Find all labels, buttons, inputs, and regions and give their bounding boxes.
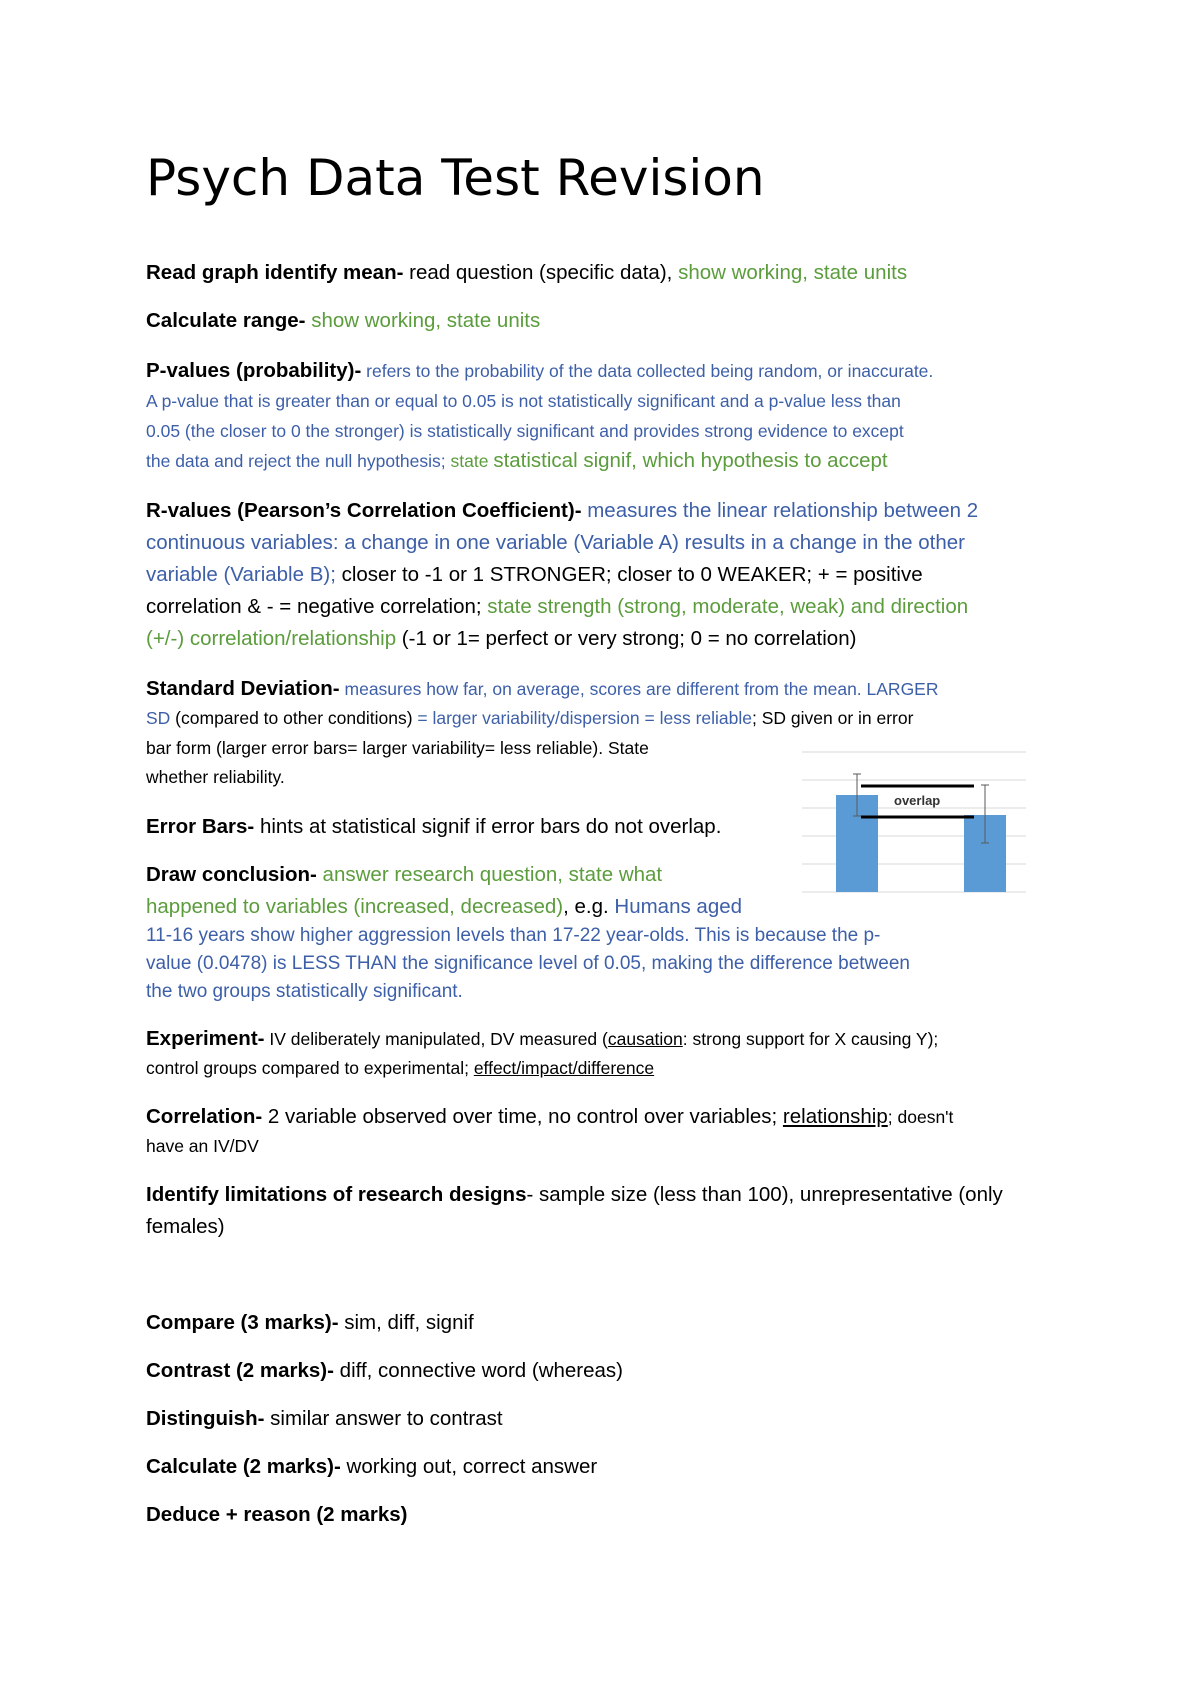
heading-compare: Compare (3 marks)-	[146, 1311, 339, 1334]
limitations-line-2: females)	[146, 1215, 225, 1238]
figure-overlap-label: overlap	[894, 793, 941, 808]
experiment-line-1-b: : strong support for X causing Y);	[682, 1029, 939, 1049]
experiment-line-2-text: control groups compared to experimental;	[146, 1058, 474, 1078]
error-bars-figure	[802, 750, 1026, 900]
r-values-line-4-green: state strength (strong, moderate, weak) and direction	[487, 595, 969, 618]
section-r-values	[146, 496, 978, 526]
error-bars-text: hints at statistical signif if error bars do not overlap.	[254, 815, 722, 838]
p-values-line-4	[146, 447, 888, 475]
r-values-line-3-text: closer to -1 or 1 STRONGER; closer to 0 WEAKER; + = positive	[335, 563, 923, 586]
section-distinguish	[146, 1404, 503, 1434]
experiment-line-2-underline: effect/impact/difference	[473, 1058, 655, 1078]
section-experiment	[146, 1024, 938, 1054]
section-calculate	[146, 1452, 597, 1482]
conclusion-line-2-green: happened to variables (increased, decreased)	[146, 895, 564, 918]
sd-line-2-text-a: (compared to other conditions)	[170, 708, 418, 728]
calculate-text: working out, correct answer	[340, 1455, 598, 1478]
heading-experiment: Experiment-	[146, 1027, 265, 1050]
p-values-line-1: refers to the probability of the data collected being random, or inaccurate.	[361, 361, 934, 381]
sd-line-3: bar form (larger error bars= larger variability= less reliable). State	[146, 738, 649, 758]
correlation-line-1-a: 2 variable observed over time, no control over variables;	[262, 1105, 783, 1128]
r-values-line-1: measures the linear relationship between 2	[581, 499, 979, 522]
heading-draw-conclusion: Draw conclusion-	[146, 863, 317, 886]
section-standard-deviation	[146, 674, 939, 704]
section-limitations	[146, 1180, 1003, 1210]
p-values-line-4-green-b: statistical signif, which hypothesis	[493, 449, 799, 472]
compare-text: sim, diff, signif	[338, 1311, 474, 1334]
experiment-line-1-underline: causation	[607, 1029, 683, 1049]
conclusion-line-1: answer research question, state what	[316, 863, 663, 886]
correlation-line-2: have an IV/DV	[146, 1136, 259, 1156]
section-correlation	[146, 1102, 953, 1132]
r-values-line-4-text: correlation & - = negative correlation;	[146, 595, 488, 618]
experiment-line-2	[146, 1054, 654, 1082]
r-values-line-5-green: (+/-) correlation/relationship	[146, 627, 397, 650]
conclusion-line-2	[146, 892, 742, 922]
p-values-line-4-green-c: to accept	[798, 449, 888, 472]
page-title: Psych Data Test Revision	[146, 149, 765, 207]
section-compare	[146, 1308, 474, 1338]
heading-limitations: Identify limitations of research designs	[146, 1183, 527, 1206]
sd-line-2-text-b: ; SD given or in error	[752, 708, 914, 728]
heading-calculate-range: Calculate range-	[146, 309, 306, 332]
heading-correlation: Correlation-	[146, 1105, 263, 1128]
sd-line-4: whether reliability.	[146, 767, 285, 787]
section-p-values	[146, 356, 933, 386]
r-values-line-3	[146, 560, 923, 590]
heading-p-values: P-values (probability)-	[146, 359, 362, 382]
p-values-line-3: 0.05 (the closer to 0 the stronger) is statistically significant and provides strong evidence to except	[146, 421, 904, 441]
conclusion-line-5: the two groups statistically significant.	[146, 981, 463, 1002]
heading-contrast: Contrast (2 marks)-	[146, 1359, 334, 1382]
read-graph-text: read question (specific data),	[403, 261, 679, 284]
limitations-line-1: - sample size (less than 100), unrepresentative (only	[526, 1183, 1003, 1206]
r-values-line-5-text: (-1 or 1= perfect or very strong; 0 = no correlation)	[396, 627, 857, 650]
contrast-text: diff, connective word (whereas)	[333, 1359, 624, 1382]
section-read-graph	[146, 258, 907, 288]
heading-deduce: Deduce + reason (2 marks)	[146, 1503, 408, 1526]
p-values-line-2: A p-value that is greater than or equal to 0.05 is not statistically significant and a p-value less than	[146, 391, 901, 411]
conclusion-line-2-text: , e.g.	[563, 895, 615, 918]
correlation-line-1-underline: relationship	[782, 1105, 888, 1128]
r-values-line-5	[146, 624, 856, 654]
conclusion-line-2-blue: Humans aged	[614, 895, 743, 918]
r-values-line-2: continuous variables: a change in one variable (Variable A) results in a change in the other	[146, 531, 965, 554]
conclusion-line-4: value (0.0478) is LESS THAN the significance level of 0.05, making the difference between	[146, 953, 910, 974]
heading-calculate: Calculate (2 marks)-	[146, 1455, 341, 1478]
sd-line-1: measures how far, on average, scores are different from the mean. LARGER	[339, 679, 939, 699]
sd-line-2	[146, 704, 913, 732]
experiment-line-1-a: IV deliberately manipulated, DV measured (	[264, 1029, 608, 1049]
heading-standard-deviation: Standard Deviation-	[146, 677, 340, 700]
r-values-line-4	[146, 592, 968, 622]
heading-error-bars: Error Bars-	[146, 815, 255, 838]
heading-read-graph: Read graph identify mean-	[146, 261, 404, 284]
p-values-line-4-blue: the data and reject the null hypothesis;	[146, 451, 446, 471]
section-draw-conclusion	[146, 860, 662, 890]
sd-line-2-blue-a: SD	[146, 708, 171, 728]
sd-line-2-blue-b: = larger variability/dispersion = less reliable	[417, 708, 752, 728]
correlation-line-1-b: ; doesn't	[887, 1107, 954, 1127]
heading-distinguish: Distinguish-	[146, 1407, 265, 1430]
section-contrast	[146, 1356, 623, 1386]
conclusion-line-3: 11-16 years show higher aggression levels than 17-22 year-olds. This is because the p-	[146, 925, 881, 946]
calculate-range-green: show working, state units	[305, 309, 541, 332]
read-graph-green: show working, state units	[678, 261, 908, 284]
p-values-line-4-green-a: state	[445, 451, 494, 471]
r-values-line-3-blue: variable (Variable B);	[146, 563, 336, 586]
section-calculate-range	[146, 306, 540, 336]
section-error-bars	[146, 812, 721, 842]
heading-r-values: R-values (Pearson’s Correlation Coefficient)-	[146, 499, 582, 522]
distinguish-text: similar answer to contrast	[264, 1407, 503, 1430]
section-deduce	[146, 1500, 408, 1530]
